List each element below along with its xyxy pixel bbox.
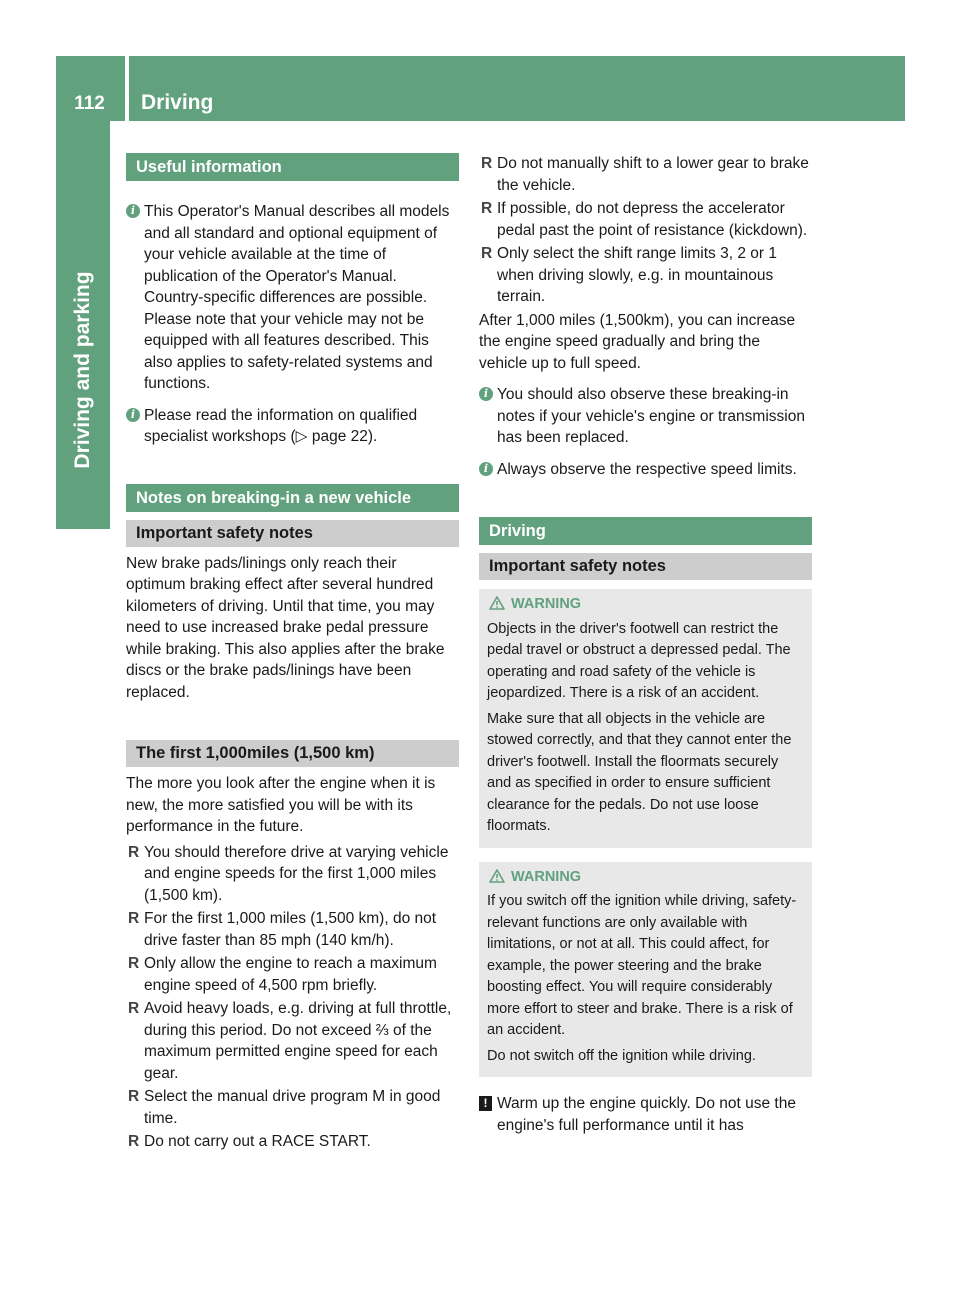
- first-miles-subheading: The first 1,000miles (1,500 km): [126, 740, 459, 767]
- bullet-icon: R: [128, 1088, 140, 1105]
- list-item-text: Only select the shift range limits 3, 2 or 1 when driving slowly, e.g. in mountainous terrain.: [497, 245, 777, 305]
- shifting-list: [479, 153, 812, 308]
- info-note-speed-limits: [479, 459, 812, 481]
- page-number: 112: [74, 93, 105, 114]
- info-icon: i: [479, 462, 493, 476]
- warning-title: [487, 867, 806, 889]
- safety-notes-subheading: Important safety notes: [126, 520, 459, 547]
- warning-triangle-icon: [489, 596, 505, 610]
- info-note-replaced: [479, 384, 812, 449]
- info-text: Always observe the respective speed limits.: [497, 460, 797, 478]
- header-divider: [125, 56, 129, 121]
- info-icon: i: [126, 408, 140, 422]
- bullet-icon: R: [481, 155, 493, 172]
- note-text: Warm up the engine quickly. Do not use the engine's full performance until it has: [497, 1095, 796, 1134]
- warning-text: Make sure that all objects in the vehicle are stowed correctly, and that they cannot enter the driver's footwell. Install the floormats securely and as specified in order to ensure sufficient clearance for the pedals. Do not use loose floormats.: [487, 710, 792, 834]
- list-item-text: Do not manually shift to a lower gear to brake the vehicle.: [497, 155, 809, 194]
- bullet-icon: R: [128, 843, 140, 861]
- list-item-text: Only allow the engine to reach a maximum engine speed of 4,500 rpm briefly.: [144, 955, 437, 994]
- info-icon: i: [126, 204, 140, 218]
- useful-information-heading: Useful information: [126, 153, 459, 181]
- left-column: [126, 153, 459, 1155]
- warning-box-footwell: [479, 589, 812, 848]
- list-item: [126, 908, 459, 951]
- info-icon: i: [479, 387, 493, 401]
- after-miles-paragraph: After 1,000 miles (1,500km), you can increase the engine speed gradually and bring the vehicle up to full speed.: [479, 311, 796, 372]
- bullet-icon: R: [128, 1000, 140, 1017]
- exclamation-icon: !: [479, 1096, 492, 1111]
- bullet-icon: R: [481, 200, 493, 217]
- header-title: Driving: [141, 91, 214, 114]
- warning-text: Do not switch off the ignition while driving.: [487, 1047, 756, 1064]
- warning-title-text: WARNING: [511, 596, 582, 612]
- info-text: Please read the information on qualified specialist workshops (▷ page 22).: [144, 406, 418, 445]
- list-item: [126, 1131, 459, 1153]
- warning-title: [487, 594, 806, 616]
- warning-text: If you switch off the ignition while driving, safety-relevant functions are only available with limitations, or not at all. This could affect, for example, the power steering and the brake boosting effect. You will require considerably more effort to steer and brake. There is a risk of an accident.: [487, 893, 797, 1038]
- info-note-workshops: [126, 405, 459, 448]
- breaking-in-list: [126, 842, 459, 1153]
- list-item-text: If possible, do not depress the accelerator pedal past the point of resistance (kickdown).: [497, 200, 808, 239]
- bullet-icon: R: [128, 910, 140, 927]
- bullet-icon: R: [481, 245, 493, 262]
- breaking-in-heading: Notes on breaking-in a new vehicle: [126, 484, 459, 512]
- list-item-text: Avoid heavy loads, e.g. driving at full throttle, during this period. Do not exceed ⅔ of the maximum permitted engine speed for each gear.: [144, 1000, 452, 1082]
- warning-box-ignition: [479, 862, 812, 1078]
- list-item: [479, 243, 812, 308]
- right-column: [479, 153, 812, 1136]
- list-item: [126, 953, 459, 996]
- first-miles-paragraph: The more you look after the engine when it is new, the more satisfied you will be with its performance in the future.: [126, 775, 436, 835]
- list-item-text: Select the manual drive program M in good time.: [144, 1088, 441, 1127]
- info-note-manual: [126, 201, 459, 395]
- list-item-text: You should therefore drive at varying vehicle and engine speeds for the first 1,000 miles (1,500 km).: [144, 843, 449, 904]
- warning-title-text: WARNING: [511, 868, 582, 885]
- list-item: [479, 153, 812, 196]
- bullet-icon: R: [128, 955, 140, 972]
- list-item-text: Do not carry out a RACE START.: [144, 1133, 371, 1150]
- warning-triangle-icon: [489, 869, 505, 883]
- driving-heading: Driving: [479, 517, 812, 545]
- info-text: This Operator's Manual describes all models and all standard and optional equipment of your vehicle available at the time of publication of the Operator's Manual. Country-specific differences are possible. Please note that your vehicle may not be equipped with all features described. This also applies to safety-related systems and functions.: [144, 203, 450, 392]
- info-text: You should also observe these breaking-in notes if your vehicle's engine or transmission has been replaced.: [497, 386, 805, 446]
- side-tab-label: Driving and parking: [71, 271, 94, 469]
- warning-text: Objects in the driver's footwell can restrict the pedal travel or obstruct a depressed pedal. The operating and road safety of the vehicle is jeopardized. There is a risk of an accident.: [487, 620, 791, 701]
- bullet-icon: R: [128, 1133, 140, 1150]
- note-warm-up: [479, 1093, 812, 1136]
- list-item: [126, 842, 459, 907]
- list-item: [479, 198, 812, 241]
- list-item: [126, 998, 459, 1084]
- driving-safety-subheading: Important safety notes: [479, 553, 812, 580]
- list-item: [126, 1086, 459, 1129]
- brake-pads-paragraph: New brake pads/linings only reach their optimum braking effect after several hundred kilometers of driving. Until that time, you may need to use increased brake pedal pressure while braking. This also applies after the brake discs or the brake pads/linings have been replaced.: [126, 554, 445, 701]
- list-item-text: For the first 1,000 miles (1,500 km), do not drive faster than 85 mph (140 km/h).: [144, 910, 437, 949]
